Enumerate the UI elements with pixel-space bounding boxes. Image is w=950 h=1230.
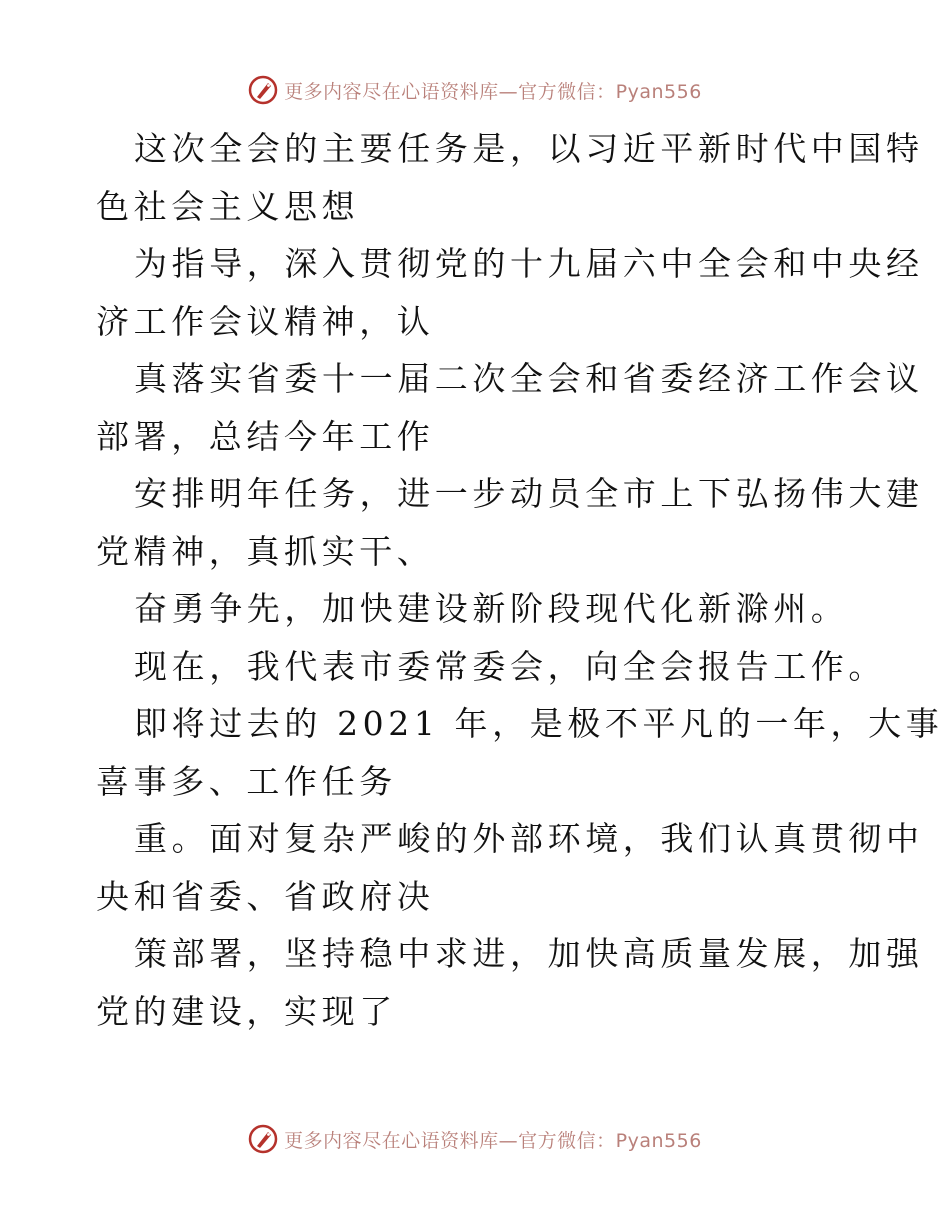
- paragraph-line: 央和省委、省政府决: [96, 876, 435, 916]
- header-banner: [0, 73, 950, 107]
- paragraph-line: 色社会主义思想: [96, 186, 360, 226]
- paragraph: [96, 235, 924, 350]
- paragraph-line: 党精神，真抓实干、: [96, 531, 435, 571]
- paragraph: [96, 695, 944, 810]
- paragraph-line: 现在，我代表市委常委会，向全会报告工作。: [134, 646, 886, 686]
- paragraph-line: 即将过去的 2021 年，是极不平凡的一年，大事: [134, 704, 944, 743]
- footer-banner: [0, 1122, 950, 1156]
- paragraph-line: 真落实省委十一届二次全会和省委经济工作会议: [134, 359, 924, 398]
- paragraph: [96, 810, 924, 925]
- paragraph-line: 党的建设，实现了: [96, 991, 397, 1031]
- footer-banner-text: 更多内容尽在心语资料库—官方微信：Pyan556: [284, 1129, 702, 1152]
- paragraph-line: 重。面对复杂严峻的外部环境，我们认真贯彻中: [134, 819, 924, 858]
- paragraph-line: 为指导，深入贯彻党的十九届六中全会和中央经: [134, 244, 924, 283]
- paragraph: [96, 120, 924, 235]
- paragraph-line: 部署，总结今年工作: [96, 416, 435, 456]
- paragraph: [96, 350, 924, 465]
- pen-nib-logo-icon: [248, 75, 278, 105]
- pen-nib-logo-icon: [248, 1124, 278, 1154]
- paragraph-line: 安排明年任务，进一步动员全市上下弘扬伟大建: [134, 474, 924, 513]
- paragraph-line: 策部署，坚持稳中求进，加快高质量发展，加强: [134, 934, 924, 973]
- paragraph: [96, 638, 886, 696]
- paragraph-line: 济工作会议精神，认: [96, 301, 435, 341]
- document-body: [96, 120, 944, 1040]
- paragraph: [96, 465, 924, 580]
- paragraph: [96, 580, 856, 638]
- paragraph-line: 奋勇争先，加快建设新阶段现代化新滁州。: [134, 589, 849, 628]
- paragraph-line: 喜事多、工作任务: [96, 761, 397, 801]
- paragraph: [96, 925, 924, 1040]
- paragraph-line: 这次全会的主要任务是，以习近平新时代中国特: [134, 129, 924, 168]
- header-banner-text: 更多内容尽在心语资料库—官方微信：Pyan556: [284, 80, 702, 103]
